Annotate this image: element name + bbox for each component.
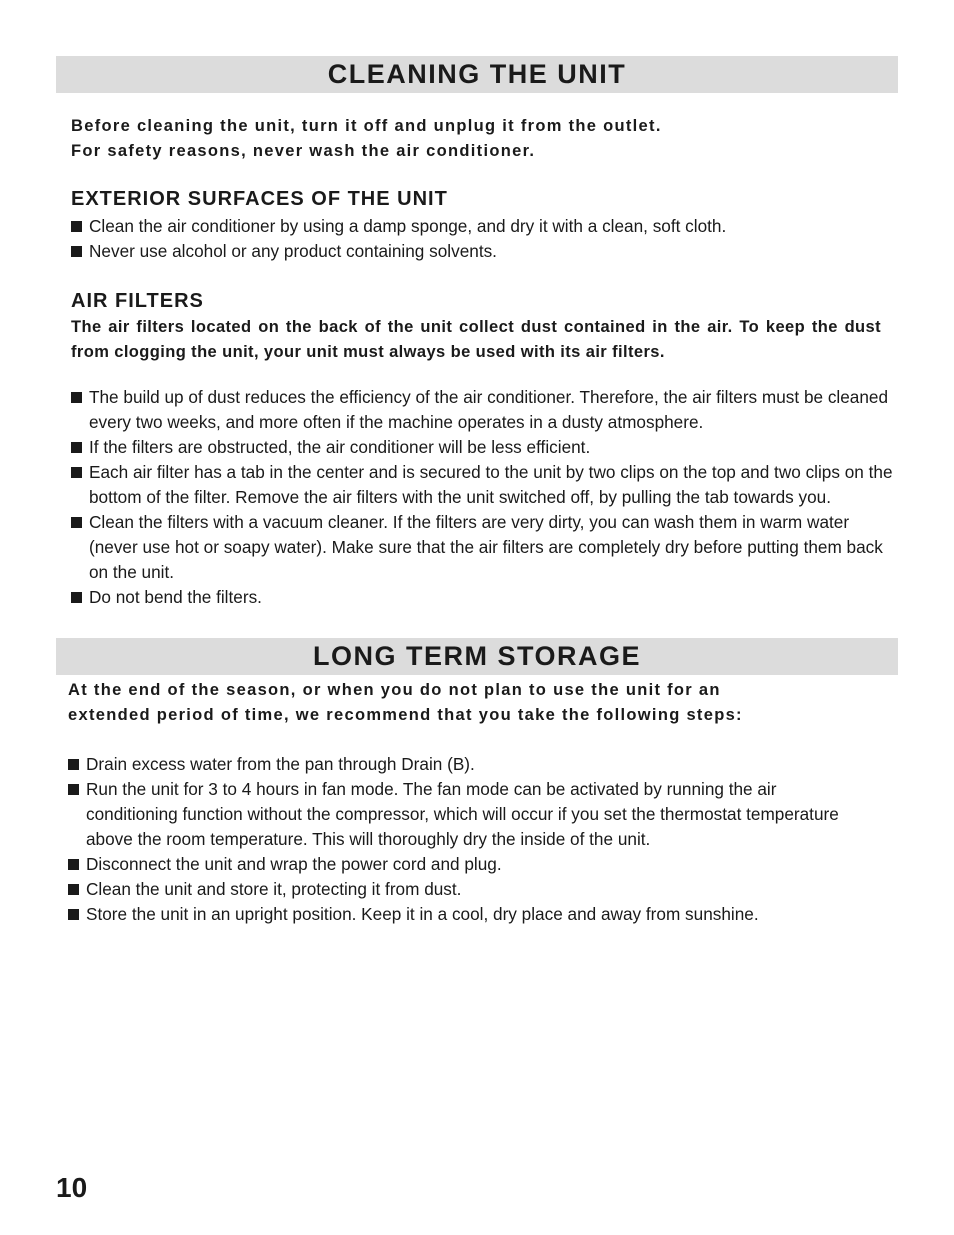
list-item [71,460,901,510]
storage-list [68,752,858,927]
storage-intro-line1: At the end of the season, or when you do not plan to use the unit for an [68,681,721,699]
square-bullet-icon [71,467,82,478]
list-item [71,435,901,460]
list-item-text: Each air filter has a tab in the center and is secured to the unit by two clips on the top and two clips on the bottom of the filter. Remove the air filters with the unit switched off, by pulling the tab towards you. [89,462,893,507]
square-bullet-icon [68,759,79,770]
square-bullet-icon [71,517,82,528]
list-item-text: Clean the air conditioner by using a damp sponge, and dry it with a clean, soft cloth. [89,216,727,236]
list-item [71,510,901,585]
air-filters-list [71,385,901,610]
square-bullet-icon [71,246,82,257]
storage-intro-line2: extended period of time, we recommend that you take the following steps: [68,706,743,724]
cleaning-intro-line1: Before cleaning the unit, turn it off and unplug it from the outlet. [71,117,662,135]
square-bullet-icon [68,784,79,795]
list-item [68,852,858,877]
list-item [68,777,858,852]
list-item [68,752,858,777]
section-banner-storage [56,638,898,675]
list-item [71,585,901,610]
list-item-text: If the filters are obstructed, the air conditioner will be less efficient. [89,437,591,457]
section-banner-cleaning [56,56,898,93]
air-filters-intro: The air filters located on the back of the unit collect dust contained in the air. To keep the dust from clogging the unit, your unit must always be used with its air filters. [71,318,881,361]
square-bullet-icon [71,221,82,232]
list-item-text: Do not bend the filters. [89,587,262,607]
square-bullet-icon [68,909,79,920]
list-item-text: Store the unit in an upright position. Keep it in a cool, dry place and away from sunshine. [86,904,759,924]
list-item-text: Drain excess water from the pan through Drain (B). [86,754,475,774]
list-item [71,239,901,264]
square-bullet-icon [71,592,82,603]
cleaning-intro [71,114,662,164]
list-item-text: Run the unit for 3 to 4 hours in fan mode. The fan mode can be activated by running the air conditioning function without the compressor, which will occur if you set the thermostat temperature above the room temperature. This will thoroughly dry the inside of the unit. [86,779,839,849]
list-item-text: Clean the unit and store it, protecting it from dust. [86,879,462,899]
square-bullet-icon [68,859,79,870]
exterior-heading: EXTERIOR SURFACES OF THE UNIT [71,188,448,210]
square-bullet-icon [71,392,82,403]
exterior-list [71,214,901,264]
air-filters-heading: AIR FILTERS [71,290,204,312]
list-item-text: Disconnect the unit and wrap the power cord and plug. [86,854,502,874]
list-item-text: Clean the filters with a vacuum cleaner. If the filters are very dirty, you can wash them in warm water (never use hot or soapy water). Make sure that the air filters are completely dry before putting them back on the unit. [89,512,883,582]
list-item [71,214,901,239]
page-number: 10 [56,1172,88,1203]
list-item [68,877,858,902]
square-bullet-icon [68,884,79,895]
square-bullet-icon [71,442,82,453]
list-item [71,385,901,435]
storage-intro [68,678,743,728]
list-item-text: The build up of dust reduces the efficiency of the air conditioner. Therefore, the air filters must be cleaned every two weeks, and more often if the machine operates in a dusty atmosphere. [89,387,889,432]
list-item [68,902,858,927]
cleaning-intro-line2: For safety reasons, never wash the air conditioner. [71,142,536,160]
section-title-storage: LONG TERM STORAGE [312,641,641,671]
section-title-cleaning: CLEANING THE UNIT [327,59,627,89]
list-item-text: Never use alcohol or any product containing solvents. [89,241,497,261]
